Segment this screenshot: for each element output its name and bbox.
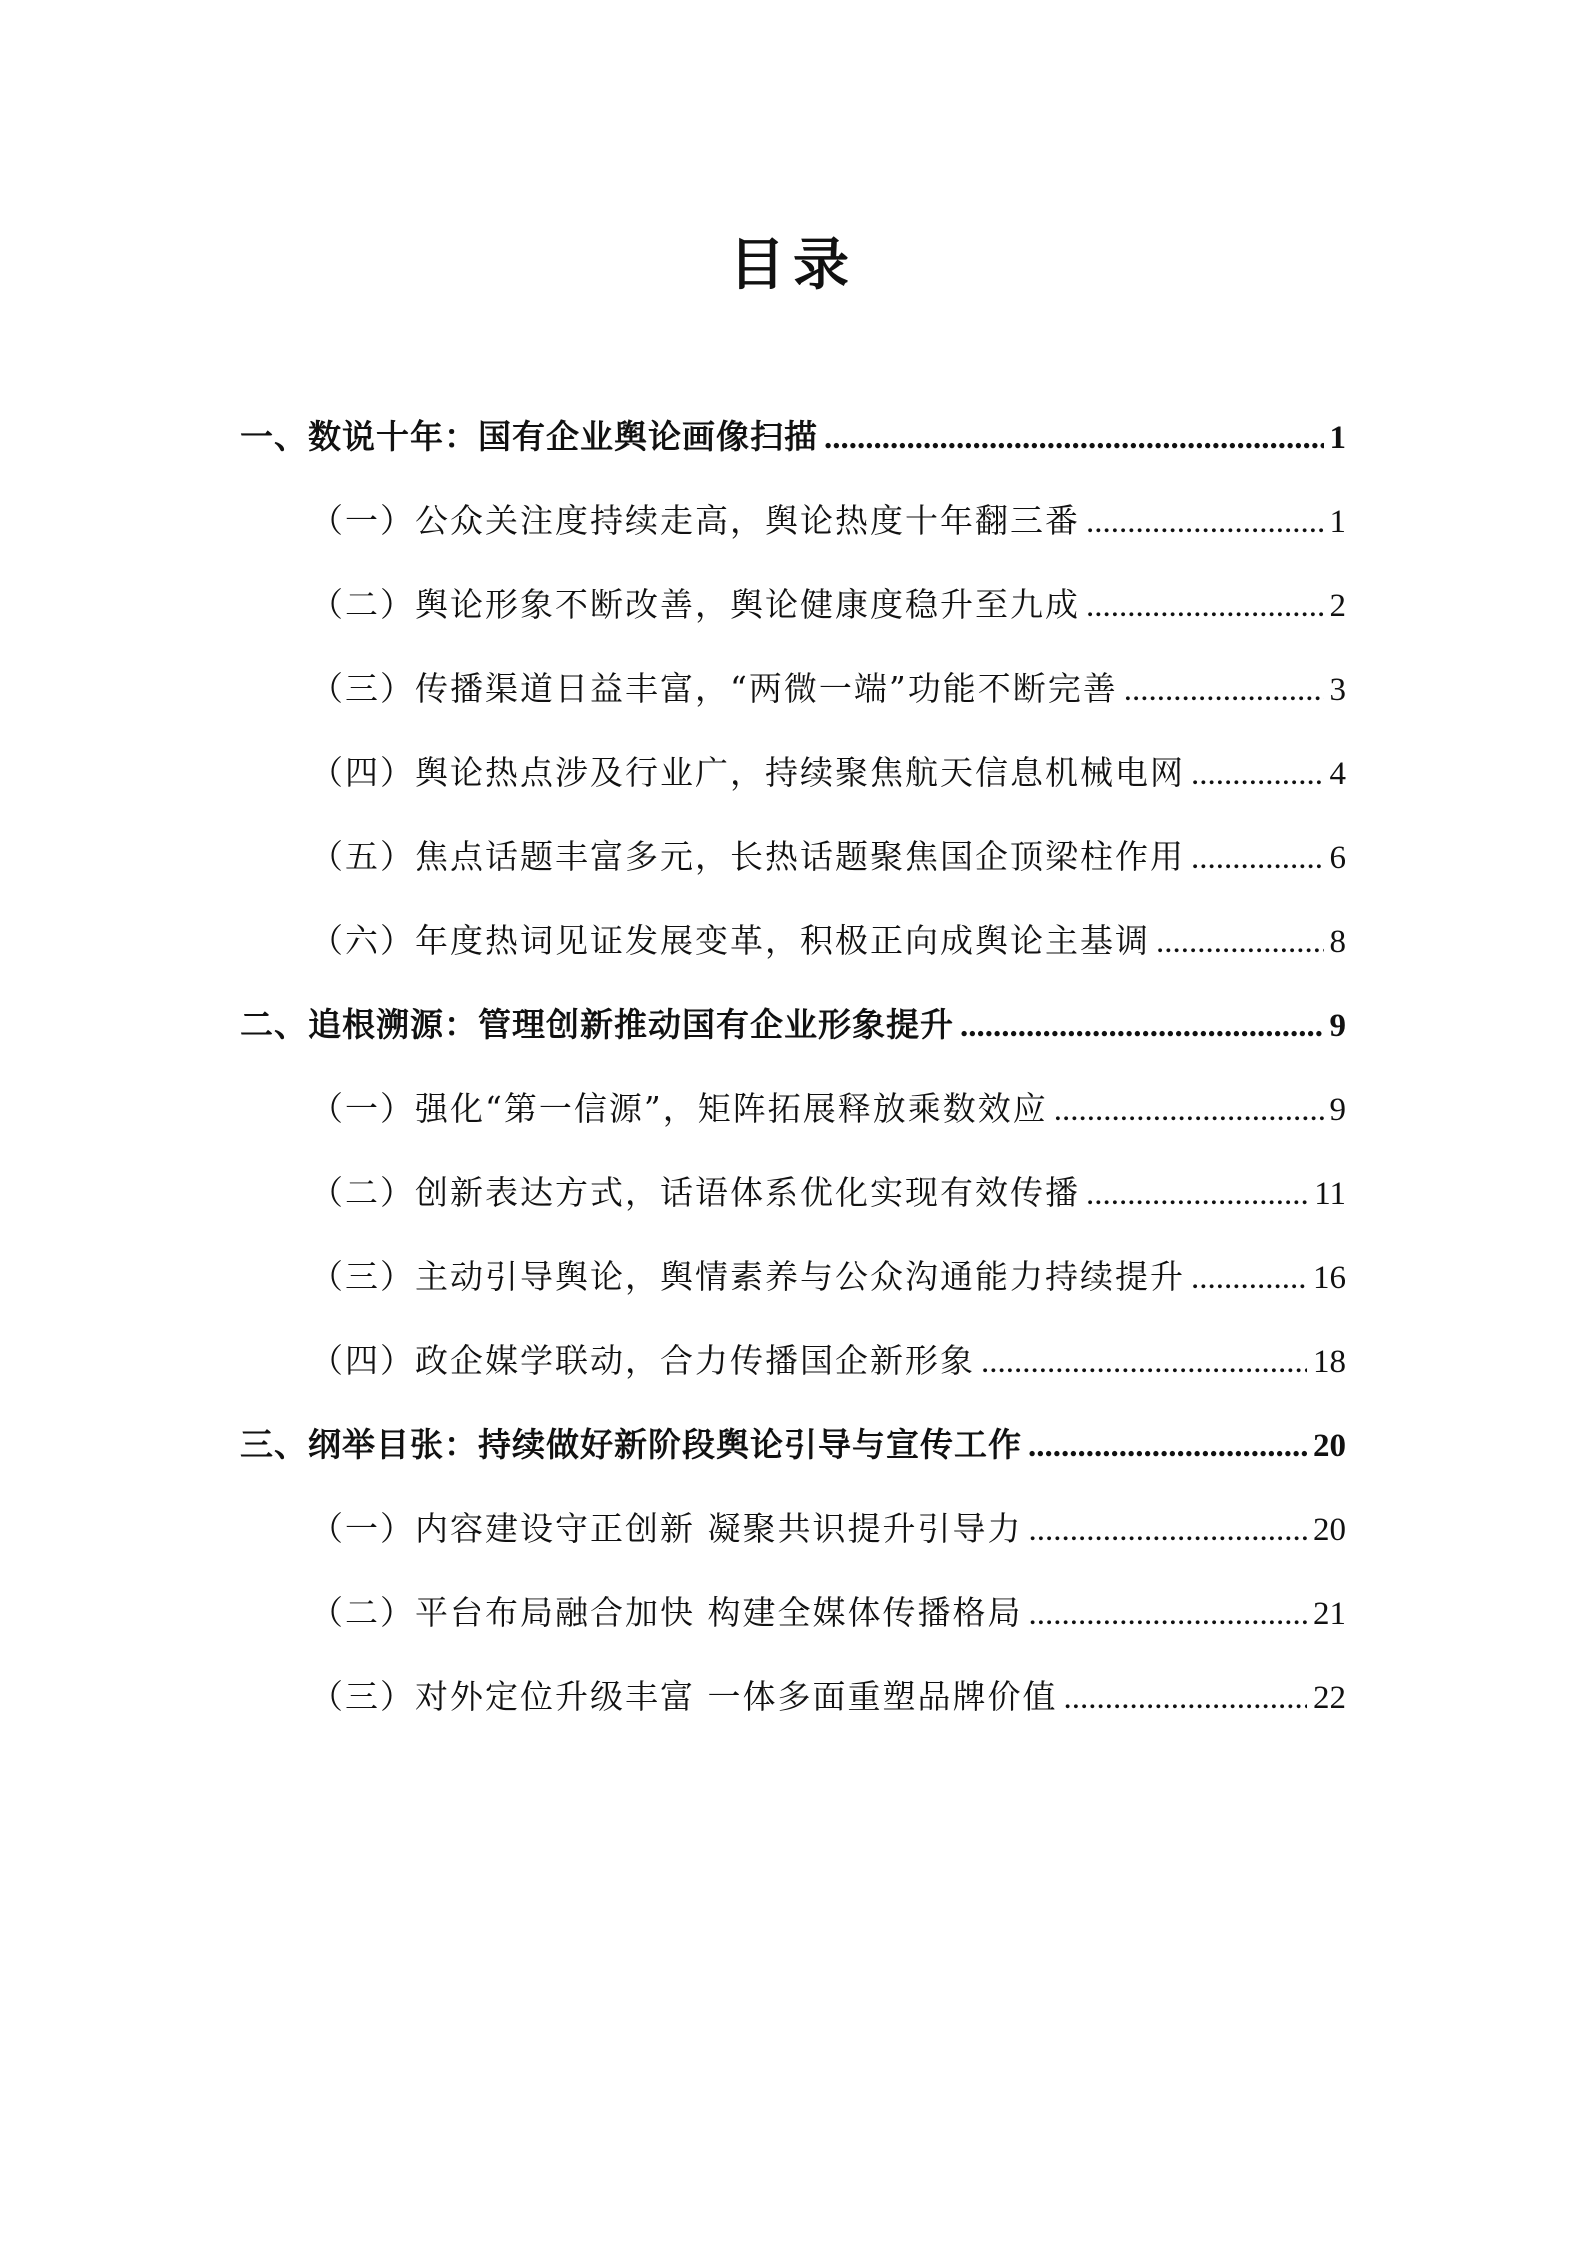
toc-entry-label: （三）对外定位升级丰富 一体多面重塑品牌价值 — [310, 1677, 1058, 1716]
dot-leader — [1028, 1404, 1307, 1488]
dot-leader — [1156, 900, 1324, 984]
toc-page-number: 22 — [1313, 1680, 1346, 1716]
dot-leader — [1054, 1068, 1324, 1152]
toc-page-number: 18 — [1313, 1344, 1346, 1380]
toc-entry-label: （二）创新表达方式，话语体系优化实现有效传播 — [310, 1173, 1080, 1212]
toc-section-1[interactable] — [240, 395, 1346, 479]
toc-entry-label: （二）平台布局融合加快 构建全媒体传播格局 — [310, 1593, 1023, 1632]
toc-page-number: 6 — [1329, 840, 1346, 876]
dot-leader — [1086, 1152, 1308, 1236]
page-title: 目录 — [729, 233, 857, 298]
toc-subsection-3-1[interactable] — [240, 1487, 1346, 1571]
toc-entry-label: （一）强化“第一信源”，矩阵拓展释放乘数效应 — [310, 1089, 1048, 1128]
dot-leader — [1064, 1656, 1308, 1740]
toc-page-number: 1 — [1329, 504, 1346, 540]
toc-subsection-1-3[interactable] — [240, 647, 1346, 731]
toc-page-number: 8 — [1329, 924, 1346, 960]
dot-leader — [1191, 816, 1324, 900]
toc-page-number: 20 — [1313, 1428, 1346, 1464]
dot-leader — [1191, 732, 1324, 816]
toc-entry-label: （二）舆论形象不断改善，舆论健康度稳升至九成 — [310, 585, 1080, 624]
toc-entry-label: （一）公众关注度持续走高，舆论热度十年翻三番 — [310, 501, 1080, 540]
toc-entry-label: 三、纲举目张：持续做好新阶段舆论引导与宣传工作 — [240, 1425, 1022, 1464]
toc-entry-label: （五）焦点话题丰富多元，长热话题聚焦国企顶梁柱作用 — [310, 837, 1185, 876]
toc-subsection-3-3[interactable] — [240, 1655, 1346, 1739]
toc-subsection-1-6[interactable] — [240, 899, 1346, 983]
table-of-contents — [240, 395, 1346, 1739]
toc-page-number: 16 — [1313, 1260, 1346, 1296]
dot-leader — [1191, 1236, 1307, 1320]
toc-subsection-1-5[interactable] — [240, 815, 1346, 899]
dot-leader — [960, 984, 1324, 1068]
toc-subsection-2-2[interactable] — [240, 1151, 1346, 1235]
toc-page-number: 1 — [1329, 420, 1346, 456]
dot-leader — [1086, 564, 1324, 648]
toc-page-number: 3 — [1329, 672, 1346, 708]
toc-page-number: 21 — [1313, 1596, 1346, 1632]
toc-subsection-1-4[interactable] — [240, 731, 1346, 815]
toc-subsection-2-3[interactable] — [240, 1235, 1346, 1319]
toc-page-number: 11 — [1314, 1176, 1346, 1212]
dot-leader — [1029, 1488, 1308, 1572]
toc-entry-label: （一）内容建设守正创新 凝聚共识提升引导力 — [310, 1509, 1023, 1548]
toc-section-2[interactable] — [240, 983, 1346, 1067]
toc-entry-label: 二、追根溯源：管理创新推动国有企业形象提升 — [240, 1005, 954, 1044]
toc-subsection-3-2[interactable] — [240, 1571, 1346, 1655]
dot-leader — [1124, 648, 1324, 732]
toc-entry-label: （四）政企媒学联动，合力传播国企新形象 — [310, 1341, 975, 1380]
toc-section-3[interactable] — [240, 1403, 1346, 1487]
toc-entry-label: （六）年度热词见证发展变革，积极正向成舆论主基调 — [310, 921, 1150, 960]
toc-entry-label: （三）传播渠道日益丰富，“两微一端”功能不断完善 — [310, 669, 1118, 708]
dot-leader — [1029, 1572, 1308, 1656]
toc-page-number: 4 — [1329, 756, 1346, 792]
dot-leader — [981, 1320, 1307, 1404]
toc-page-number: 9 — [1329, 1092, 1346, 1128]
toc-subsection-2-4[interactable] — [240, 1319, 1346, 1403]
toc-entry-label: 一、数说十年：国有企业舆论画像扫描 — [240, 417, 818, 456]
toc-page-number: 9 — [1329, 1008, 1346, 1044]
dot-leader — [824, 396, 1324, 480]
toc-subsection-1-2[interactable] — [240, 563, 1346, 647]
toc-entry-label: （四）舆论热点涉及行业广，持续聚焦航天信息机械电网 — [310, 753, 1185, 792]
toc-page-number: 2 — [1329, 588, 1346, 624]
toc-entry-label: （三）主动引导舆论，舆情素养与公众沟通能力持续提升 — [310, 1257, 1185, 1296]
dot-leader — [1086, 480, 1324, 564]
toc-page-number: 20 — [1313, 1512, 1346, 1548]
toc-subsection-2-1[interactable] — [240, 1067, 1346, 1151]
toc-subsection-1-1[interactable] — [240, 479, 1346, 563]
